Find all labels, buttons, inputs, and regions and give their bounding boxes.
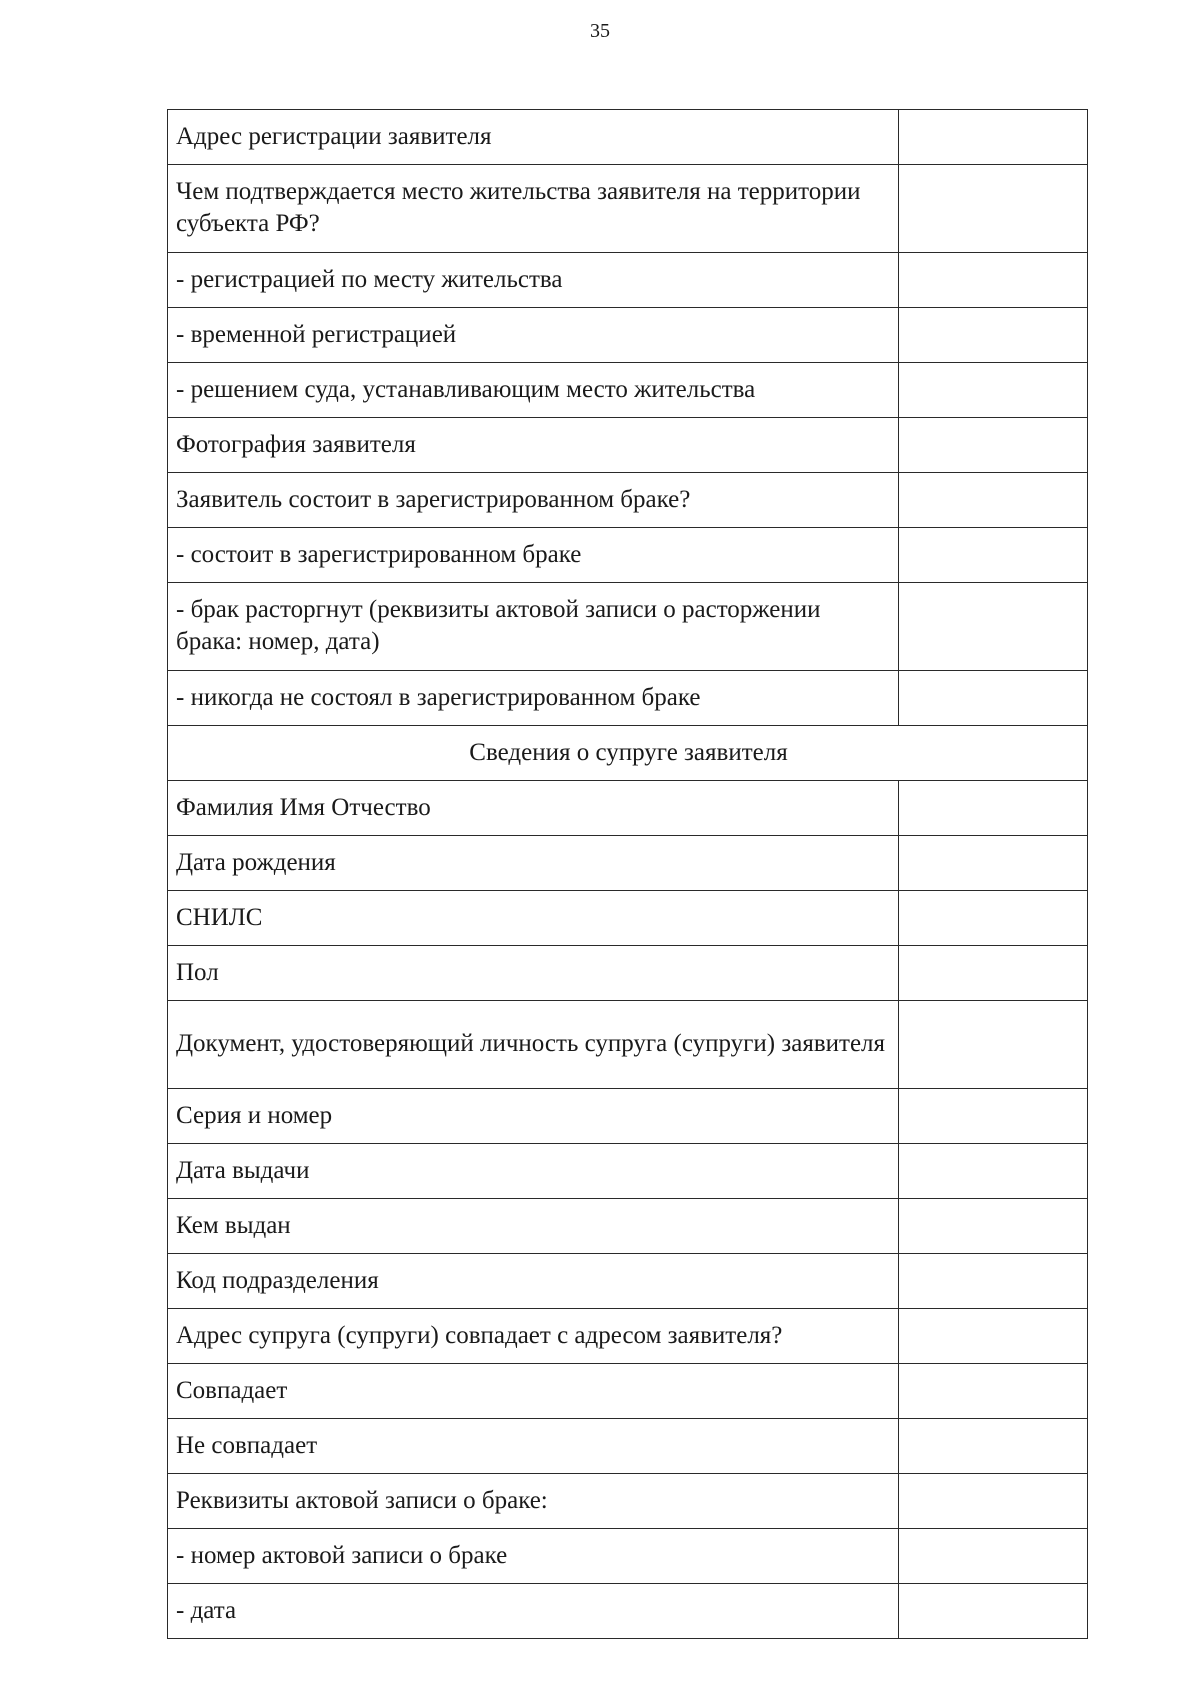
row-value-cell[interactable]	[899, 528, 1088, 583]
table-row	[168, 671, 1088, 726]
row-label: Фотография заявителя	[168, 418, 899, 473]
row-label: Дата рождения	[168, 836, 899, 891]
table-row	[168, 110, 1088, 165]
row-value-cell[interactable]	[899, 1001, 1088, 1089]
row-value-cell[interactable]	[899, 1254, 1088, 1309]
table-row	[168, 253, 1088, 308]
row-label: Серия и номер	[168, 1089, 899, 1144]
row-value-cell[interactable]	[899, 1199, 1088, 1254]
row-value-cell[interactable]	[899, 781, 1088, 836]
applicant-form-table	[167, 109, 1088, 1639]
row-label: Адрес супруга (супруги) совпадает с адресом заявителя?	[168, 1309, 899, 1364]
row-value-cell[interactable]	[899, 1419, 1088, 1474]
table-row	[168, 418, 1088, 473]
row-label: - состоит в зарегистрированном браке	[168, 528, 899, 583]
row-value-cell[interactable]	[899, 363, 1088, 418]
row-value-cell[interactable]	[899, 1144, 1088, 1199]
row-label: - регистрацией по месту жительства	[168, 253, 899, 308]
table-row	[168, 583, 1088, 671]
table-row	[168, 946, 1088, 1001]
table-row	[168, 1584, 1088, 1639]
row-value-cell[interactable]	[899, 836, 1088, 891]
row-label: - решением суда, устанавливающим место жительства	[168, 363, 899, 418]
table-row	[168, 836, 1088, 891]
row-label: Заявитель состоит в зарегистрированном браке?	[168, 473, 899, 528]
row-label: - брак расторгнут (реквизиты актовой записи о расторжении брака: номер, дата)	[168, 583, 899, 671]
table-row	[168, 528, 1088, 583]
table-row	[168, 781, 1088, 836]
table-row	[168, 1529, 1088, 1584]
table-row	[168, 1419, 1088, 1474]
row-value-cell[interactable]	[899, 110, 1088, 165]
row-label: - никогда не состоял в зарегистрированном браке	[168, 671, 899, 726]
row-label: Документ, удостоверяющий личность супруга (супруги) заявителя	[168, 1001, 899, 1089]
row-label: СНИЛС	[168, 891, 899, 946]
row-label: Пол	[168, 946, 899, 1001]
row-label: Адрес регистрации заявителя	[168, 110, 899, 165]
table-row	[168, 363, 1088, 418]
row-label: Совпадает	[168, 1364, 899, 1419]
row-value-cell[interactable]	[899, 1474, 1088, 1529]
page-number: 35	[590, 20, 610, 42]
row-value-cell[interactable]	[899, 1584, 1088, 1639]
row-label: Кем выдан	[168, 1199, 899, 1254]
section-title: Сведения о супруге заявителя	[168, 726, 1088, 781]
row-label: Чем подтверждается место жительства заявителя на территории субъекта РФ?	[168, 165, 899, 253]
table-row	[168, 1254, 1088, 1309]
row-value-cell[interactable]	[899, 671, 1088, 726]
table-row	[168, 1199, 1088, 1254]
table-row	[168, 1001, 1088, 1089]
row-value-cell[interactable]	[899, 1529, 1088, 1584]
table-row	[168, 891, 1088, 946]
row-value-cell[interactable]	[899, 583, 1088, 671]
row-value-cell[interactable]	[899, 1089, 1088, 1144]
table-row	[168, 1089, 1088, 1144]
row-value-cell[interactable]	[899, 253, 1088, 308]
row-label: Фамилия Имя Отчество	[168, 781, 899, 836]
row-label: - временной регистрацией	[168, 308, 899, 363]
row-value-cell[interactable]	[899, 165, 1088, 253]
table-row	[168, 1364, 1088, 1419]
table-row	[168, 308, 1088, 363]
row-label: Реквизиты актовой записи о браке:	[168, 1474, 899, 1529]
row-value-cell[interactable]	[899, 891, 1088, 946]
row-label: - номер актовой записи о браке	[168, 1529, 899, 1584]
row-value-cell[interactable]	[899, 1309, 1088, 1364]
table-row	[168, 473, 1088, 528]
table-row	[168, 1309, 1088, 1364]
table-row	[168, 165, 1088, 253]
row-value-cell[interactable]	[899, 418, 1088, 473]
row-label: Не совпадает	[168, 1419, 899, 1474]
row-value-cell[interactable]	[899, 473, 1088, 528]
row-label: - дата	[168, 1584, 899, 1639]
table-row	[168, 1144, 1088, 1199]
section-header-row	[168, 726, 1088, 781]
row-label: Код подразделения	[168, 1254, 899, 1309]
table-row	[168, 1474, 1088, 1529]
row-value-cell[interactable]	[899, 946, 1088, 1001]
row-label: Дата выдачи	[168, 1144, 899, 1199]
row-value-cell[interactable]	[899, 308, 1088, 363]
row-value-cell[interactable]	[899, 1364, 1088, 1419]
